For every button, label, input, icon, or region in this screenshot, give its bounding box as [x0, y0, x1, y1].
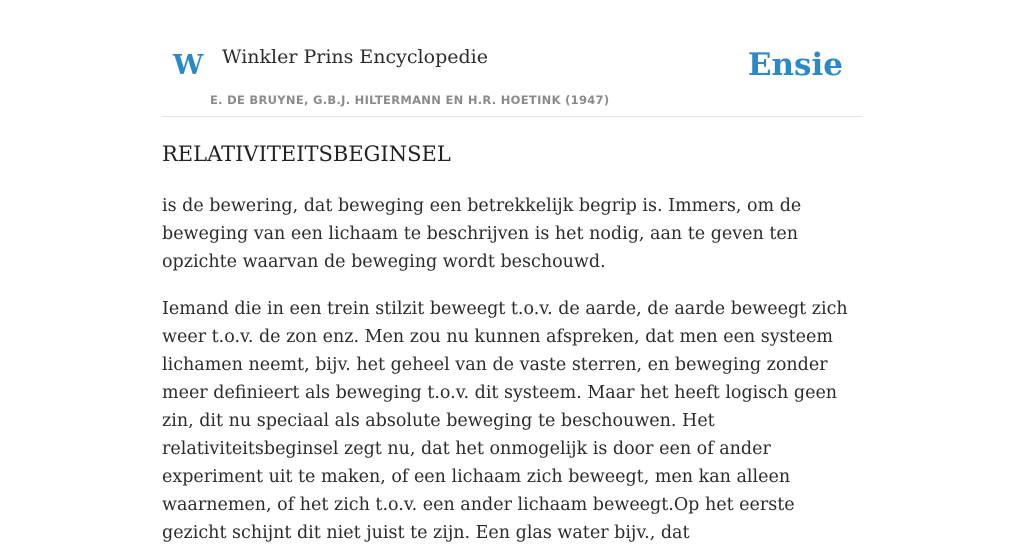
winkler-prins-logo-icon[interactable]: W: [173, 50, 204, 81]
authors-line: E. DE BRUYNE, G.B.J. HILTERMANN EN H.R. HOETINK (1947): [210, 93, 610, 107]
article-paragraph-2: Iemand die in een trein stilzit beweegt t.o.v. de aarde, de aarde beweegt zich weer t.o.v. de zon enz. Men zou nu kunnen afspreken, dat men een systeem lichamen neemt, bijv. het geheel van de vaste sterren, en beweging zonder meer definieert als beweging t.o.v. dit systeem. Maar het heeft logisch geen zin, dit nu speciaal als absolute beweging te beschouwen. Het relativiteitsbeginsel zegt nu, dat het onmogelijk is door een of ander experiment uit te maken, of een lichaam zich beweegt, men kan alleen waarnemen, of het zich t.o.v. een ander lichaam beweegt.Op het eerste gezicht schijnt dit niet juist te zijn. Een glas water bijv., dat: [162, 299, 848, 543]
encyclopedia-title[interactable]: Winkler Prins Encyclopedie: [222, 46, 488, 68]
site-header: [162, 0, 862, 117]
ensie-logo[interactable]: Ensie: [747, 47, 843, 83]
article-paragraph-1: is de bewering, dat beweging een betrekkelijk begrip is. Immers, om de beweging van een lichaam te beschrijven is het nodig, aan te geven ten opzichte waarvan de beweging wordt beschouwd.: [162, 196, 802, 272]
entry-title: RELATIVITEITSBEGINSEL: [162, 142, 451, 166]
page: [162, 0, 862, 543]
